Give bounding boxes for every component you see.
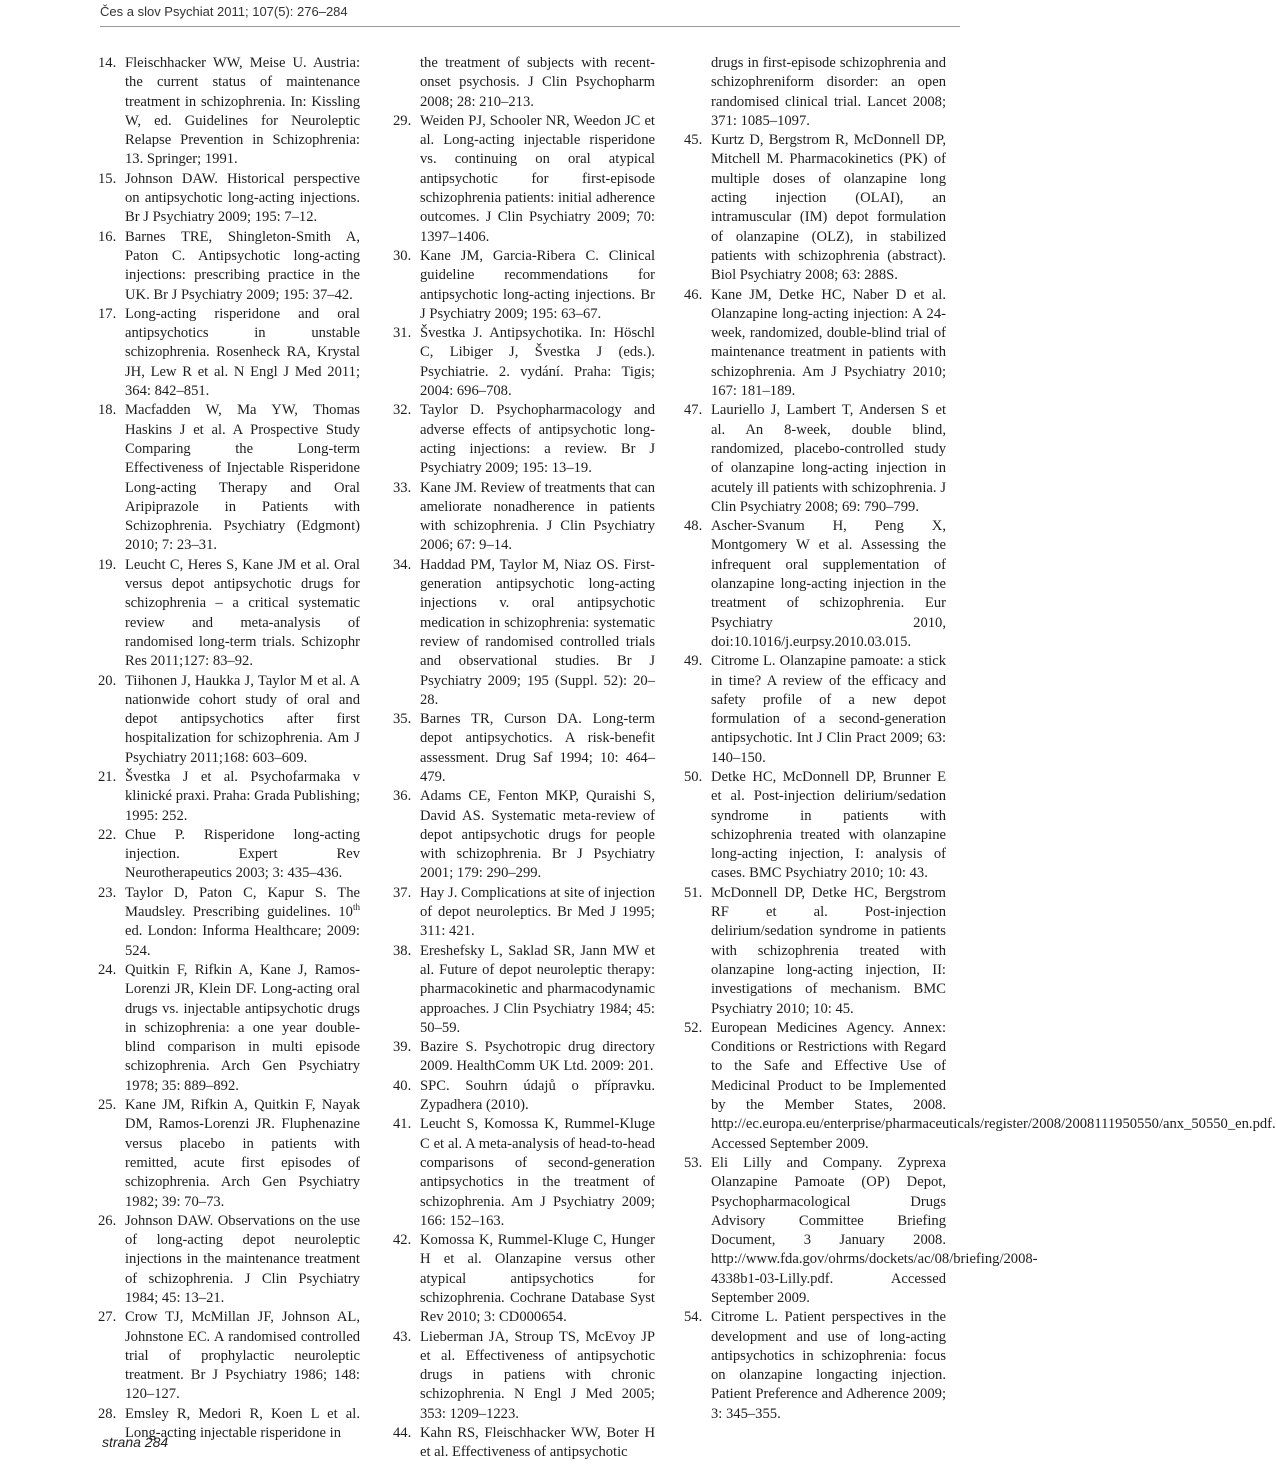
reference-number: 33. — [393, 479, 412, 496]
reference-number: 36. — [393, 788, 412, 805]
reference-item — [684, 652, 946, 768]
reference-column-3 — [684, 54, 1276, 1424]
reference-text: Quitkin F, Rifkin A, Kane J, Ramos-Lorenzi JR, Klein DF. Long-acting oral drugs vs. injectable antipsychotic drugs in schizophrenia: a one year double-blind comparison in multi episode schizophrenia. Arch Gen Psychiatry 1978; 35: 889–892. — [125, 961, 360, 1094]
reference-text: Crow TJ, McMillan JF, Johnson AL, Johnstone EC. A randomised controlled trial of prophylactic neuroleptic treatment. Br J Psychiatry 1986; 148: 120–127. — [125, 1309, 360, 1403]
reference-item — [98, 884, 360, 961]
reference-text: Lauriello J, Lambert T, Andersen S et al. An 8-week, double blind, randomized, placebo-controlled study of olanzapine long-acting injection in acutely ill patients with schizophrenia. J Clin Psychiatry 2008; 69: 790–799. — [711, 402, 946, 515]
reference-continuation — [684, 54, 946, 131]
reference-text: Leucht C, Heres S, Kane JM et al. Oral versus depot antipsychotic drugs for schizophrenia – a critical systematic review and meta-analysis of randomised long-term trials. Schizophr Res 2011;127: 83–92. — [125, 556, 360, 670]
reference-number: 46. — [684, 286, 703, 303]
reference-number: 30. — [393, 247, 412, 264]
reference-item — [98, 1096, 360, 1212]
reference-number: 38. — [393, 942, 412, 959]
reference-number: 44. — [393, 1425, 412, 1442]
reference-item — [98, 768, 360, 826]
reference-item — [393, 247, 655, 324]
reference-item — [98, 170, 360, 228]
reference-number: 45. — [684, 132, 703, 149]
reference-text: Kane JM. Review of treatments that can ameliorate nonadherence in patients with schizophrenia. J Clin Psychiatry 2006; 67: 9–14. — [420, 479, 655, 554]
reference-number: 26. — [98, 1212, 117, 1229]
reference-item — [393, 1038, 655, 1077]
reference-text: Kurtz D, Bergstrom R, McDonnell DP, Mitchell M. Pharmacokinetics (PK) of multiple doses of olanzapine long acting injection (OLAI), an intramuscular (IM) depot formulation of olanzapine (OLZ), in stabilized patients with schizophrenia (abstract). Biol Psychiatry 2008; 63: 288S. — [711, 132, 946, 284]
reference-text: Eli Lilly and Company. Zyprexa Olanzapine Pamoate (OP) Depot, Psychopharmacological Drugs Advisory Committee Briefing Document, 3 January 2008. http://www.fda.gov/ohrms/dockets/ac/08/briefing/2008-4338b1-03-Lilly.pdf. Accessed September 2009. — [711, 1154, 1038, 1306]
reference-number: 39. — [393, 1039, 412, 1056]
reference-number: 52. — [684, 1019, 703, 1036]
reference-number: 14. — [98, 55, 117, 71]
header-rule — [100, 26, 960, 27]
reference-item — [393, 1424, 655, 1463]
reference-number: 22. — [98, 826, 117, 843]
reference-text: Kane JM, Detke HC, Naber D et al. Olanzapine long-acting injection: A 24-week, randomized, double-blind trial of maintenance treatment in patients with schizophrenia. Am J Psychiatry 2010; 167: 181–189. — [711, 286, 946, 400]
reference-number: 32. — [393, 402, 412, 419]
reference-item — [393, 112, 655, 247]
reference-text: SPC. Souhrn údajů o přípravku. Zypadhera (2010). — [420, 1077, 655, 1114]
reference-text: Leucht S, Komossa K, Rummel-Kluge C et al. A meta-analysis of head-to-head comparisons of second-generation antipsychotics in the treatment of schizophrenia. Am J Psychiatry 2009; 166: 152–163. — [420, 1116, 655, 1229]
reference-item — [393, 942, 655, 1038]
reference-item — [684, 768, 946, 884]
reference-number: 17. — [98, 305, 117, 322]
reference-number: 31. — [393, 325, 412, 342]
reference-text: Citrome L. Olanzapine pamoate: a stick in time? A review of the efficacy and safety profile of a new depot formulation of a second-generation antipsychotic. Int J Clin Pract 2009; 63: 140–150. — [711, 653, 946, 766]
reference-text: Komossa K, Rummel-Kluge C, Hunger H et al. Olanzapine versus other atypical antipsychotics for schizophrenia. Cochrane Database Syst Rev 2010; 3: CD000654. — [420, 1232, 655, 1326]
reference-item — [684, 401, 946, 517]
reference-number: 53. — [684, 1154, 703, 1171]
reference-item — [684, 131, 946, 285]
reference-item — [98, 556, 360, 672]
reference-item — [98, 54, 360, 170]
reference-column-2 — [393, 54, 655, 1463]
reference-item — [684, 286, 946, 402]
reference-text: Weiden PJ, Schooler NR, Weedon JC et al. Long-acting injectable risperidone vs. continuing on oral atypical antipsychotic for first-episode schizophrenia patients: initial adherence outcomes. J Clin Psychiatry 2009; 70: 1397–1406. — [420, 112, 655, 245]
reference-text: Ereshefsky L, Saklad SR, Jann MW et al. Future of depot neuroleptic therapy: pharmacokinetic and pharmacodynamic approaches. J Clin Psychiatry 1984; 45: 50–59. — [420, 942, 655, 1036]
reference-text: Tiihonen J, Haukka J, Taylor M et al. A nationwide cohort study of oral and depot antipsychotics after first hospitalization for schizophrenia. Am J Psychiatry 2011;168: 603–609. — [125, 672, 360, 766]
reference-text: Barnes TR, Curson DA. Long-term depot antipsychotics. A risk-benefit assessment. Drug Saf 1994; 10: 464–479. — [420, 711, 655, 785]
reference-text: Barnes TRE, Shingleton-Smith A, Paton C. Antipsychotic long-acting injections: prescribing practice in the UK. Br J Psychiatry 2009; 195: 37–42. — [125, 228, 360, 303]
reference-text: Fleischhacker WW, Meise U. Austria: the current status of maintenance treatment in schizophrenia. In: Kissling W, ed. Guidelines for Neuroleptic Relapse Prevention in Schizophrenia: 13. Springer; 1991. — [125, 55, 360, 168]
reference-number: 41. — [393, 1116, 412, 1133]
reference-text: Kahn RS, Fleischhacker WW, Boter H et al. Effectiveness of antipsychotic — [420, 1425, 655, 1461]
reference-text: the treatment of subjects with recent-onset psychosis. J Clin Psychopharm 2008; 28: 210–213. — [420, 55, 655, 110]
reference-item — [393, 324, 655, 401]
reference-item — [98, 401, 360, 555]
reference-item — [684, 517, 946, 652]
reference-item — [393, 787, 655, 883]
reference-item — [98, 961, 360, 1096]
reference-number: 42. — [393, 1232, 412, 1249]
reference-text: Citrome L. Patient perspectives in the development and use of long-acting antipsychotics in schizophrenia: focus on olanzapine longacting injection. Patient Preference and Adherence 2009; 3: 345–355. — [711, 1309, 946, 1422]
reference-text: Detke HC, McDonnell DP, Brunner E et al. Post-injection delirium/sedation syndrome in patients with schizophrenia treated with olanzapine long-acting injection, I: analysis of cases. BMC Psychiatry 2010; 10: 43. — [711, 768, 946, 882]
reference-text: Ascher-Svanum H, Peng X, Montgomery W et al. Assessing the infrequent oral supplementation of olanzapine long-acting injection in the treatment of schizophrenia. Eur Psychiatry 2010, doi:10.1016/j.eurpsy.2010.03.015. — [711, 518, 946, 650]
reference-item — [393, 479, 655, 556]
reference-text: Haddad PM, Taylor M, Niaz OS. First-generation antipsychotic long-acting injections v. oral antipsychotic medication in schizophrenia: systematic review of randomised controlled trials and observational studies. Br J Psychiatry 2009; 195 (Suppl. 52): 20–28. — [420, 556, 655, 708]
reference-text: European Medicines Agency. Annex: Conditions or Restrictions with Regard to the Safe and Effective Use of Medicinal Product to be Implemented by the Member States, 2008. http://ec.europa.eu/enterprise/pharmaceuticals/register/2008/2008111950550/anx_50550_en.pdf. Accessed September 2009. — [711, 1019, 1276, 1152]
reference-text: Emsley R, Medori R, Koen L et al. Long-acting injectable risperidone in — [125, 1405, 360, 1442]
reference-number: 28. — [98, 1405, 117, 1422]
reference-number: 20. — [98, 672, 117, 689]
reference-item — [393, 1115, 655, 1231]
reference-number: 37. — [393, 884, 412, 901]
reference-text-cont: ed. London: Informa Healthcare; 2009: 524. — [125, 923, 360, 959]
reference-item — [98, 672, 360, 768]
reference-number: 40. — [393, 1077, 412, 1094]
reference-number: 25. — [98, 1097, 117, 1114]
reference-text: Kane JM, Garcia-Ribera C. Clinical guideline recommendations for antipsychotic long-acting injections. Br J Psychiatry 2009; 195: 63–67. — [420, 247, 655, 322]
reference-text: drugs in first-episode schizophrenia and schizophreniform disorder: an open randomised clinical trial. Lancet 2008; 371: 1085–1097. — [711, 55, 946, 129]
reference-text: Kane JM, Rifkin A, Quitkin F, Nayak DM, Ramos-Lorenzi JR. Fluphenazine versus placebo in patients with remitted, acute first episodes of schizophrenia. Arch Gen Psychiatry 1982; 39: 70–73. — [125, 1097, 360, 1210]
reference-continuation — [393, 54, 655, 112]
reference-item — [393, 884, 655, 942]
reference-number: 29. — [393, 112, 412, 129]
reference-item — [393, 1328, 655, 1424]
reference-text: Adams CE, Fenton MKP, Quraishi S, David AS. Systematic meta-review of depot antipsychotic drugs for people with schizophrenia. Br J Psychiatry 2001; 179: 290–299. — [420, 788, 655, 882]
reference-item — [684, 884, 946, 1019]
reference-number: 27. — [98, 1309, 117, 1326]
reference-number: 19. — [98, 556, 117, 573]
reference-item — [98, 228, 360, 305]
reference-text: Long-acting risperidone and oral antipsychotics in unstable schizophrenia. Rosenheck RA, Krystal JH, Lew R et al. N Engl J Med 2011; 364: 842–851. — [125, 305, 360, 400]
reference-number: 24. — [98, 961, 117, 978]
reference-number: 43. — [393, 1328, 412, 1345]
reference-item — [393, 710, 655, 787]
running-header: Čes a slov Psychiat 2011; 107(5): 276–284 — [100, 4, 348, 19]
reference-item — [684, 1019, 1276, 1154]
reference-text: Švestka J et al. Psychofarmaka v klinické praxi. Praha: Grada Publishing; 1995: 252. — [125, 768, 360, 824]
reference-superscript: th — [352, 902, 360, 913]
reference-number: 50. — [684, 768, 703, 785]
reference-text: Taylor D, Paton C, Kapur S. The Maudsley. Prescribing guidelines. 10 — [125, 884, 360, 921]
reference-item — [393, 556, 655, 710]
reference-item — [98, 1212, 360, 1308]
reference-number: 21. — [98, 768, 117, 785]
reference-item — [393, 1077, 655, 1116]
reference-number: 35. — [393, 711, 412, 728]
reference-item — [98, 1308, 360, 1404]
reference-text: Macfadden W, Ma YW, Thomas Haskins J et al. A Prospective Study Comparing the Long-term Effectiveness of Injectable Risperidone Long-acting Therapy and Oral Aripiprazole in Patients with Schizophrenia. Psychiatry (Edgmont) 2010; 7: 23–31. — [125, 402, 360, 554]
reference-text: Bazire S. Psychotropic drug directory 2009. HealthComm UK Ltd. 2009: 201. — [420, 1039, 655, 1075]
reference-item — [684, 1154, 1038, 1308]
reference-number: 15. — [98, 170, 117, 187]
reference-number: 23. — [98, 884, 117, 901]
reference-number: 54. — [684, 1309, 703, 1326]
reference-text: McDonnell DP, Detke HC, Bergstrom RF et al. Post-injection delirium/sedation syndrome in patients with schizophrenia treated with olanzapine long-acting injection, II: investigations of mechanism. BMC Psychiatry 2010; 10: 45. — [711, 884, 946, 1017]
reference-item — [393, 401, 655, 478]
reference-item — [393, 1231, 655, 1327]
reference-item — [98, 305, 360, 401]
reference-number: 47. — [684, 402, 703, 419]
reference-text: Chue P. Risperidone long-acting injection. Expert Rev Neurotherapeutics 2003; 3: 435–436. — [125, 826, 360, 882]
reference-text: Hay J. Complications at site of injection of depot neuroleptics. Br Med J 1995; 311: 421. — [420, 884, 655, 940]
reference-column-1 — [98, 54, 360, 1443]
reference-item — [684, 1308, 946, 1424]
reference-text: Taylor D. Psychopharmacology and adverse effects of antipsychotic long-acting injections: a review. Br J Psychiatry 2009; 195: 13–19. — [420, 402, 655, 477]
reference-number: 18. — [98, 402, 117, 419]
reference-number: 49. — [684, 653, 703, 670]
reference-number: 51. — [684, 884, 703, 901]
reference-item — [98, 826, 360, 884]
reference-number: 34. — [393, 556, 412, 573]
reference-text: Johnson DAW. Observations on the use of long-acting depot neuroleptic injections in the maintenance treatment of schizophrenia. J Clin Psychiatry 1984; 45: 13–21. — [125, 1212, 360, 1306]
reference-number: 16. — [98, 228, 117, 245]
page-number: strana 284 — [102, 1434, 169, 1450]
reference-text: Švestka J. Antipsychotika. In: Höschl C, Libiger J, Švestka J (eds.). Psychiatrie. 2. vydání. Praha: Tigis; 2004: 696–708. — [420, 325, 655, 400]
reference-text: Lieberman JA, Stroup TS, McEvoy JP et al. Effectiveness of antipsychotic drugs in patiens with chronic schizophrenia. N Engl J Med 2005; 353: 1209–1223. — [420, 1328, 655, 1422]
reference-number: 48. — [684, 518, 703, 535]
reference-text: Johnson DAW. Historical perspective on antipsychotic long-acting injections. Br J Psychiatry 2009; 195: 7–12. — [125, 170, 360, 226]
